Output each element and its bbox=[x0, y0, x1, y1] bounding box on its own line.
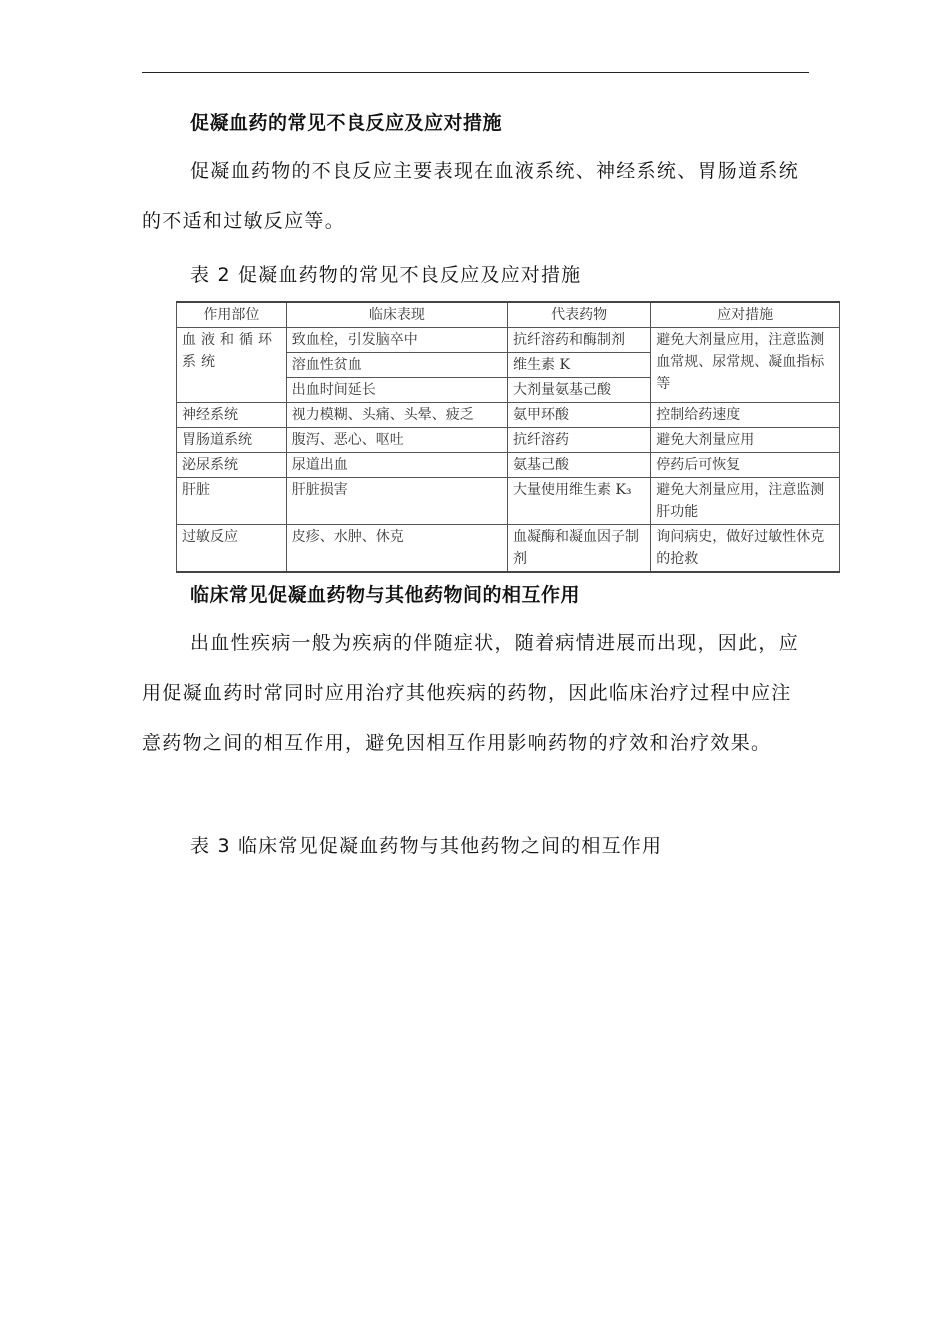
header-measure: 应对措施 bbox=[651, 302, 840, 328]
cell-symptom: 肝脏损害 bbox=[286, 478, 507, 525]
cell-measure: 控制给药速度 bbox=[651, 403, 840, 428]
header-symptom: 临床表现 bbox=[286, 302, 507, 328]
section1-paragraph: 促凝血药物的不良反应主要表现在血液系统、神经系统、胃肠道系统的不适和过敏反应等。 bbox=[142, 160, 800, 232]
cell-site: 肝脏 bbox=[177, 478, 287, 525]
cell-drug: 抗纤溶药和酶制剂 bbox=[508, 328, 651, 353]
cell-measure: 避免大剂量应用 bbox=[651, 428, 840, 453]
header-site: 作用部位 bbox=[177, 302, 287, 328]
section2-paragraph: 出血性疾病一般为疾病的伴随症状，随着病情进展而出现，因此，应用促凝血药时常同时应用治疗其他疾病的药物，因此临床治疗过程中应注意药物之间的相互作用，避免因相互作用影响药物的疗效和治疗效果。 bbox=[142, 632, 800, 754]
cell-measure: 避免大剂量应用，注意监测肝功能 bbox=[651, 478, 840, 525]
cell-symptom: 皮疹、水肿、休克 bbox=[286, 525, 507, 573]
header-rule bbox=[142, 72, 809, 73]
cell-drug: 血凝酶和凝血因子制剂 bbox=[508, 525, 651, 573]
table-row bbox=[177, 453, 840, 478]
table-row bbox=[177, 525, 840, 573]
cell-drug: 大量使用维生素 K₃ bbox=[508, 478, 651, 525]
cell-site: 血液和循环系统 bbox=[177, 328, 287, 403]
cell-symptom: 尿道出血 bbox=[286, 453, 507, 478]
table-row bbox=[177, 328, 840, 353]
cell-symptom: 视力模糊、头痛、头晕、疲乏 bbox=[286, 403, 507, 428]
cell-drug: 氨基己酸 bbox=[508, 453, 651, 478]
table-row bbox=[177, 478, 840, 525]
table-row bbox=[177, 428, 840, 453]
cell-site: 神经系统 bbox=[177, 403, 287, 428]
cell-drug: 大剂量氨基己酸 bbox=[508, 378, 651, 403]
table-header-row bbox=[177, 302, 840, 328]
section1-heading: 促凝血药的常见不良反应及应对措施 bbox=[190, 112, 503, 134]
cell-site: 泌尿系统 bbox=[177, 453, 287, 478]
cell-measure: 停药后可恢复 bbox=[651, 453, 840, 478]
cell-symptom: 腹泻、恶心、呕吐 bbox=[286, 428, 507, 453]
cell-measure: 询问病史，做好过敏性休克的抢救 bbox=[651, 525, 840, 573]
cell-symptom: 溶血性贫血 bbox=[286, 353, 507, 378]
table2-caption: 表 2 促凝血药物的常见不良反应及应对措施 bbox=[190, 264, 582, 286]
cell-drug: 维生素 K bbox=[508, 353, 651, 378]
cell-symptom: 出血时间延长 bbox=[286, 378, 507, 403]
table3-caption: 表 3 临床常见促凝血药物与其他药物之间的相互作用 bbox=[190, 835, 663, 857]
cell-drug: 氨甲环酸 bbox=[508, 403, 651, 428]
header-drug: 代表药物 bbox=[508, 302, 651, 328]
cell-measure: 避免大剂量应用，注意监测血常规、尿常规、凝血指标等 bbox=[651, 328, 840, 403]
cell-site: 胃肠道系统 bbox=[177, 428, 287, 453]
cell-drug: 抗纤溶药 bbox=[508, 428, 651, 453]
table-row bbox=[177, 403, 840, 428]
section2-heading: 临床常见促凝血药物与其他药物间的相互作用 bbox=[190, 584, 581, 606]
cell-symptom: 致血栓，引发脑卒中 bbox=[286, 328, 507, 353]
cell-site: 过敏反应 bbox=[177, 525, 287, 573]
adverse-reaction-table bbox=[176, 301, 840, 573]
